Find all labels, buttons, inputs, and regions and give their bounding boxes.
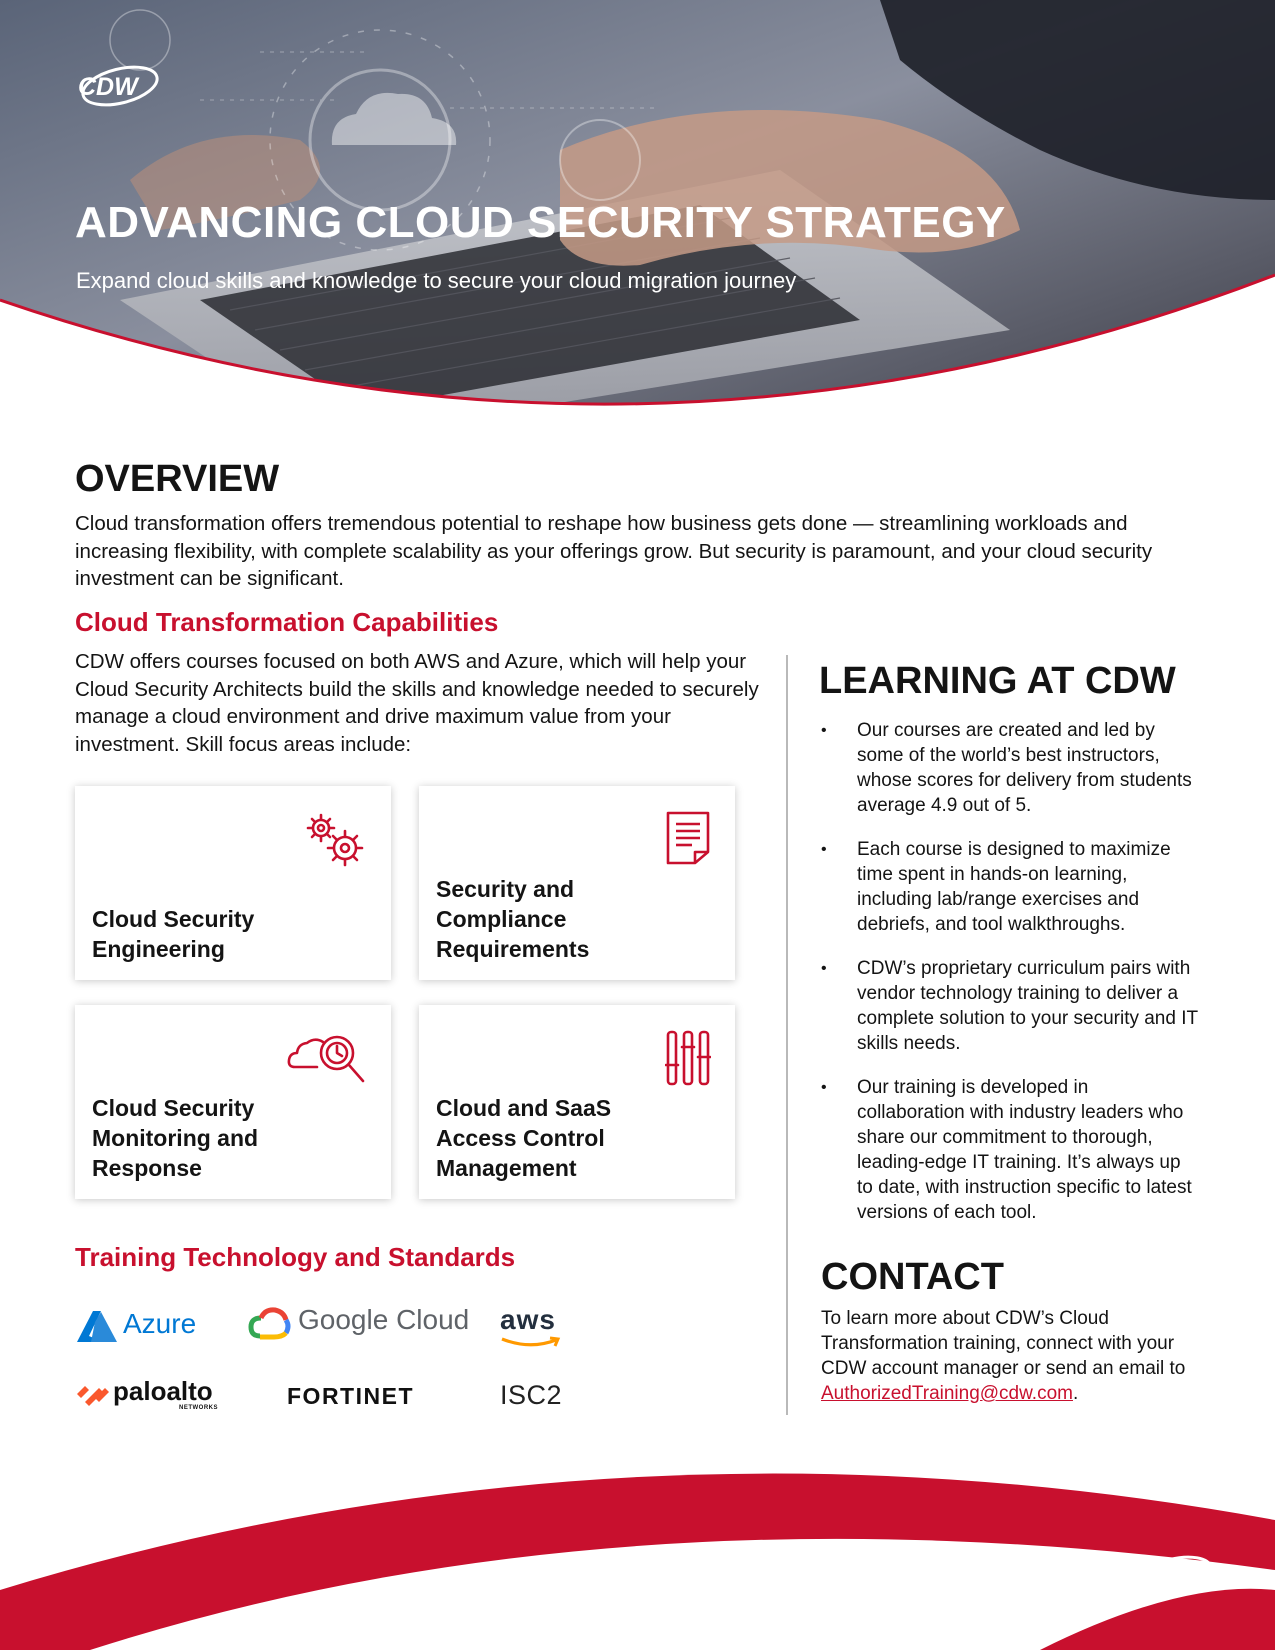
gears-icon [301, 810, 367, 868]
capabilities-text: CDW offers courses focused on both AWS and Azure, which will help your Cloud Security Architects build the skills and knowledge needed to securely manage a cloud environment and drive maximum value from your investment. Skill focus areas include: [75, 650, 759, 756]
aws-logo: aws [500, 1304, 556, 1336]
paloalto-logo-icon [75, 1380, 111, 1406]
list-item: • Our training is developed in collaboration with industry leaders who share our commitment to thorough, leading-edge IT training. It’s always up to date, with instruction specific to latest versions of each tool. [819, 1075, 1199, 1225]
email-link[interactable]: AuthorizedTraining@cdw.com [821, 1383, 1073, 1404]
skill-card-security-compliance [419, 786, 735, 980]
column-divider [786, 655, 788, 1415]
skill-card-label: Cloud Security Engineering [92, 906, 255, 962]
learning-heading: LEARNING AT CDW [819, 660, 1176, 702]
hero-banner [0, 0, 1275, 440]
google-cloud-logo: Google Cloud [248, 1306, 292, 1347]
list-item: • CDW’s proprietary curriculum pairs with vendor technology training to deliver a complete solution to your security and IT skills needs. [819, 956, 1199, 1056]
page-title: ADVANCING CLOUD SECURITY STRATEGY [75, 198, 1006, 247]
contact-text: To learn more about CDW’s Cloud Transformation training, connect with your CDW account manager or send an email to AuthorizedTraining@cdw.com. [821, 1308, 1186, 1404]
skill-card-cloud-security-engineering [75, 786, 391, 980]
contact-heading: CONTACT [821, 1256, 1004, 1298]
document-icon [665, 810, 711, 866]
skill-card-label: Cloud and SaaS Access Control Management [436, 1095, 612, 1181]
paloalto-logo: paloalto NETWORKS [75, 1380, 111, 1411]
isc2-logo: ISC2 [500, 1380, 563, 1410]
footer-swoosh [0, 1440, 1275, 1650]
skill-card-label: Cloud Security Monitoring and Response [92, 1095, 259, 1181]
skill-card-label: Security and Compliance Requirements [436, 876, 590, 962]
cdw-logo-icon [1128, 1552, 1214, 1600]
fortinet-logo: FORTINET [287, 1383, 414, 1409]
aws-smile-icon [500, 1336, 562, 1350]
svg-text:CDW: CDW [1132, 1563, 1192, 1591]
google-cloud-logo-icon [248, 1306, 292, 1342]
overview-text: Cloud transformation offers tremendous potential to reshape how business gets done — streamlining workloads and increasing flexibility, with complete scalability as your offerings grow. But security is paramount, and your cloud security investment can be significant. [75, 512, 1153, 590]
capabilities-heading: Cloud Transformation Capabilities [75, 607, 499, 637]
skill-card-cloud-monitoring [75, 1005, 391, 1199]
training-heading: Training Technology and Standards [75, 1242, 516, 1272]
overview-heading: OVERVIEW [75, 458, 280, 500]
skill-card-access-control [419, 1005, 735, 1199]
list-item: • Our courses are created and led by some of the world’s best instructors, whose scores for delivery from students average 4.9 out of 5. [819, 718, 1199, 818]
sliders-icon [665, 1029, 711, 1087]
cloud-search-icon [287, 1029, 367, 1085]
svg-text:CDW: CDW [78, 73, 138, 101]
cdw-logo-icon [74, 62, 160, 110]
list-item: • Each course is designed to maximize time spent in hands-on learning, including lab/range exercises and debriefs, and tool walkthroughs. [819, 837, 1199, 937]
learning-list [819, 718, 1199, 1244]
azure-logo: Azure [75, 1308, 200, 1349]
page-subtitle: Expand cloud skills and knowledge to secure your cloud migration journey [76, 268, 797, 293]
